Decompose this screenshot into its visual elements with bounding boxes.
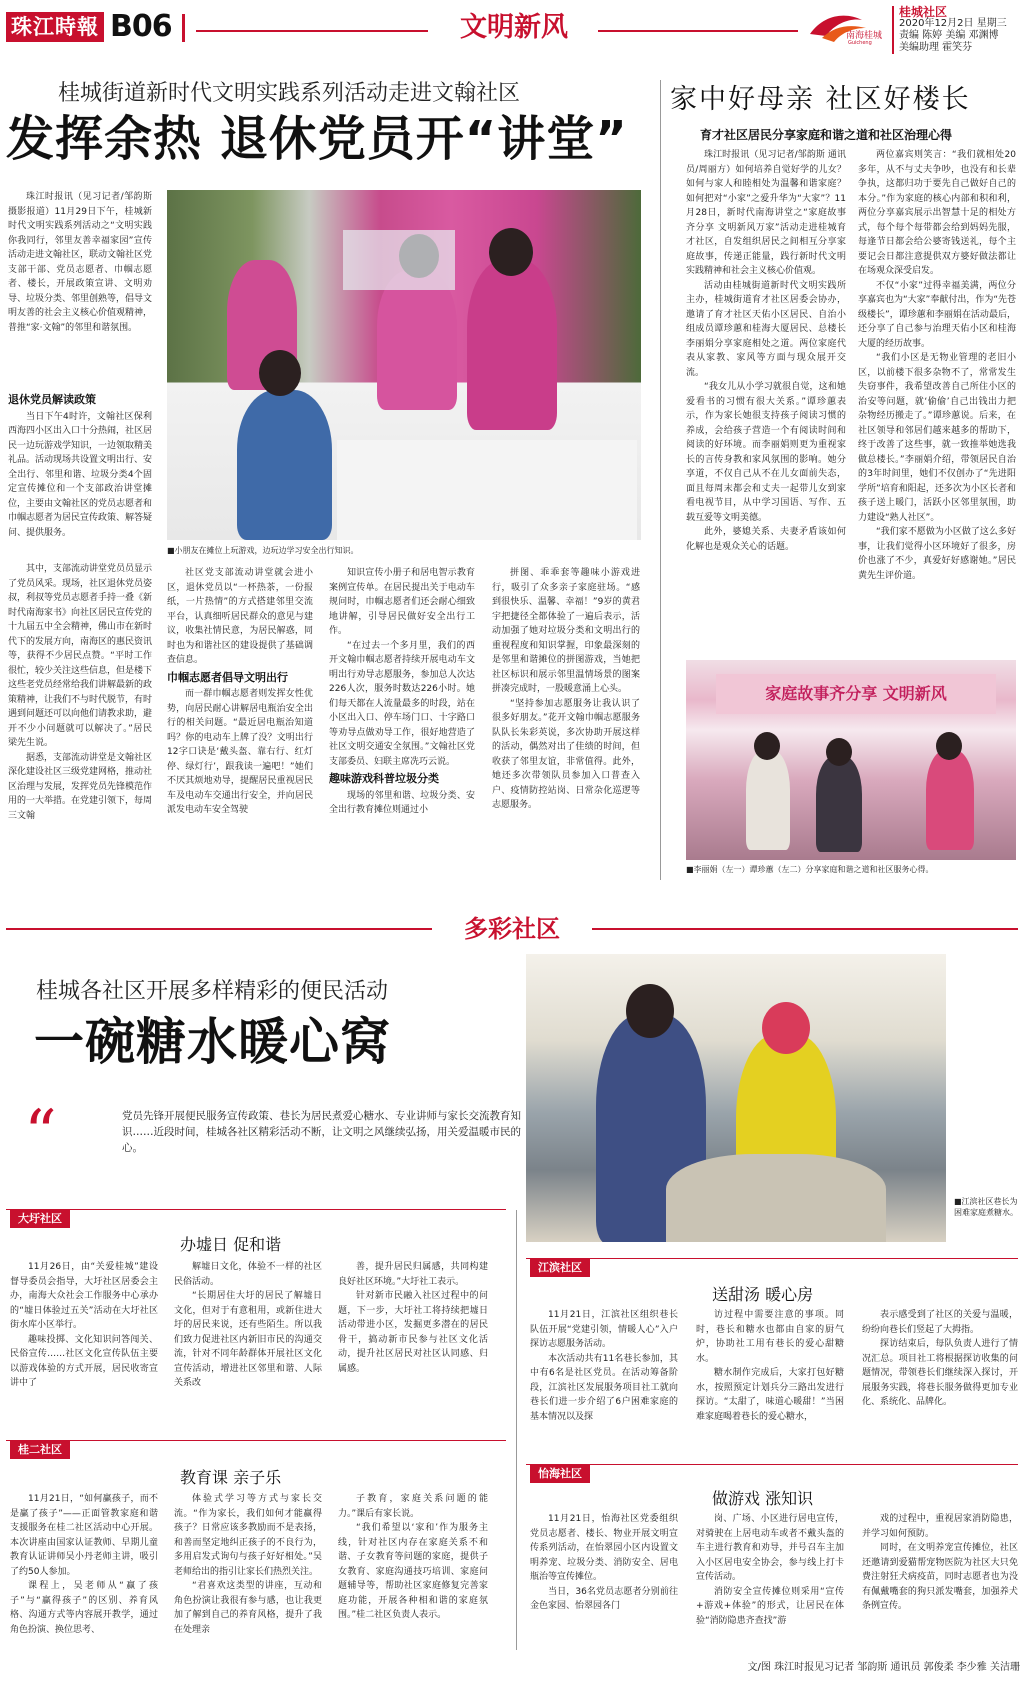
photo-banner [343,230,455,290]
assistant-credit: 美编助理 霍笑芬 [899,42,973,53]
column-divider [516,1210,517,1650]
guier-rule [6,1440,506,1441]
issue-date: 2020年12月2日 星期三 [899,18,1007,29]
story2-col2 [858,148,1016,648]
jiangbin-title: 送甜汤 暖心房 [712,1285,814,1304]
guier-col2 [174,1492,322,1652]
story2-col1c: “我女儿从小学习就很自觉，这和她爱看书的习惯有很大关系。”谭珍蕙表示，作为家长她很支持孩子阅读习惯的养成，会给孩子营造一个有阅读时间和阅读的好环境。而李丽娟则更为重视家长的言传身教和家风氛围的影响。她分享道，不仅自己从不在儿女面前失态，面且每周末都会和丈夫一起带儿女到家看电视节目，从中学习国语、写作、五载互爱等文明美德。 [686,382,846,523]
dafu-col2 [174,1260,322,1410]
photo-head [626,984,674,1038]
yihai-tag: 怡海社区 [530,1465,590,1483]
dafu-col1b: 趣味投掷、文化知识问答闯关、民俗宣传……社区文化宣传队伍主要以游戏体验的方式开展，居民收寄宣讲中了 [10,1334,158,1388]
story2-col1b: 活动由桂城街道新时代文明实践所主办，桂城街道育才社区居委会协办，邀请了育才社区天佑小区居民、自治小组成员谭珍蕙和桂海大厦居民、总楼长李丽娟分享家庭相处之道。两位家庭代表从家教、家风等方面与现众展开交流。 [686,280,846,378]
yihai-col3b: 同时，在文明养宠宣传摊位，社区还邀请到爱猫帮宠物医院为社区大只免费注射狂犬病疫苗，同时志愿者也为没有佩戴嘴套的狗只派发嘴套，加强养犬条例宣传。 [862,1543,1018,1611]
story1-subhead-1: 退休党员解读政策 [8,393,96,406]
story1-col4 [492,566,640,880]
banner-rule-left [6,928,432,930]
guier-col1a: 11月21日，“如何赢孩子，而不是赢了孩子”——正面管教家庭和谐支援服务在桂二社区活动中心开展。本次讲座由国家认证教师、早期儿童教育认证讲师吴小丹老师主讲，吸引了约50人参加。 [10,1494,158,1577]
story3-lead: 党员先锋开展便民服务宣传政策、巷长为居民煮爱心糖水、专业讲师与家长交流教育知识……近段时间，桂城各社区精彩活动不断，让文明之风继续弘扬，用关爱温暖市民的心。 [122,1110,521,1154]
jiangbin-tag: 江滨社区 [530,1259,590,1277]
yihai-title: 做游戏 涨知识 [712,1489,814,1508]
yihai-col3a: 戏的过程中，重视居家消防隐患，并学习如何预防。 [862,1514,1018,1539]
banner-rule-right [592,928,1018,930]
story2-col1d: 此外，婆媳关系、夫妻矛盾该如何化解也是观众关心的话题。 [686,527,846,552]
photo-figure [237,390,332,540]
jiangbin-rule [526,1258,1018,1259]
page-number-divider [182,14,185,42]
story1-subhead-2: 巾帼志愿者倡导文明出行 [167,670,288,684]
photo-figure [746,750,790,850]
yihai-col2a: 岗、广场、小区进行居电宣传，对骑驶在上居电动车或者不戴头盔的车主进行教育和劝导，并号召车主加入小区居电安全协会，参与线上打卡宣传活动。 [696,1514,844,1582]
yihai-col2 [696,1512,844,1652]
section-banner-title: 多彩社区 [464,915,560,943]
jiangbin-col3 [862,1308,1018,1440]
dafu-col3b: 针对新市民融入社区过程中的问题，下一步，大圩社工将持续把墟日活动带进小区，发掘更多潜在的居民骨干，搞动新市民参与社区文化活动，提升社区居民对社区认同感、归属感。 [338,1291,488,1374]
guier-col3b: “我们希望以‘家和’作为服务主线，针对社区内存在家庭关系不和谐、子女教育等问题的家庭，提供子女教育、家庭沟通技巧培训、家庭问题辅导等，帮助社区家庭修复完善家庭功能，开展各种相和谐的家庭氛围。”桂二社区负责人表示。 [338,1523,488,1620]
story1-col1c: 其中，支部流动讲堂党员员显示了党员风采。现场，社区退休党员姿叔，利叔等党员志愿者手持一叠《新时代南海家书》向社区居民宣传党的十九届五中全会精神，佛山市在新时代下的发展方向，南海区的惠民资讯等，获得不少居民点赞。“平时工作很忙，较少关注这些信息，但是楼下这些老党员经常给我们讲解最新的政策精神，让我们不与时代脱节，有时遇到问题还可以向他们请教求助，避开不少小问题就可以解决了。”居民梁先生说。 [8,564,152,748]
guier-col2b: “君喜欢这类型的讲座，互动和角色扮演让我很有参与感，也让我更加了解到自己的养育风格，提升了我在处理亲 [174,1581,322,1635]
jiangbin-col3b: 探访结束后，每队负责人进行了情况汇总。项目社工将根据探访收集的问题情况，带领巷长们继续深入探讨，开展服务实践，将巷长服务做得更加专业化、系统化、品牌化。 [862,1339,1018,1407]
photo-head [762,1002,810,1054]
issue-info [892,6,1022,54]
story1-col3b: “在过去一个多月里，我们的西开文翰巾帼志愿者持续开展电动车文明出行劝导志愿服务，参加总人次达226人次，服务时数达226小时。她们每天都在人流量最多的时段，站在小区出入口、停车场门口、十字路口等劝导点做劝导工作，很好地营造了社区文明交通安全氛围。”文翰社区党支部委员、妇联主席冼巧云说。 [329,640,475,767]
photo-banner-text: 家庭故事齐分享 文明新风 [716,674,996,714]
dafu-rule [6,1209,506,1210]
quote-mark-icon: “ [24,1097,57,1171]
dafu-tag: 大圩社区 [10,1210,70,1228]
story1-col1-section [8,390,152,562]
story2-photo-caption: ■李丽娟（左一）谭珍蕙（左二）分享家庭和谐之道和社区服务心得。 [686,865,934,874]
editor-credit: 责编 陈婷 美编 邓渊博 [899,30,999,41]
dafu-title: 办墟日 促和谐 [180,1235,282,1254]
guier-col2a: 体验式学习等方式与家长交流。“作为家长，我们如何才能赢得孩子？日常应该多教励而不是表扬，和善而坚定地纠正孩子的不良行为，多用启发式询句与孩子好好相处。”吴老师给出的指引让家长们热烈关注。 [174,1494,322,1577]
photo-figure [816,756,862,852]
brand-name: 南海桂城 [846,31,883,41]
story1-col2a: 社区党支部流动讲堂就会进小区，退休党员以“一杯热茶，一份报纸，一片热情”的方式搭建邻里交流平台，认真细听居民群众的意见与建议，收集社情民意，为居民解惑，同时也为和谐社区的建设提供了基础调查信息。 [167,568,313,665]
story1-col2b: 而一群巾帼志愿者则发挥女性优势，向居民耐心讲解居电瓶治安全出行的相关问题。“最近居电瓶治知道吗？你的电动车上牌了没？文明出行12字口诀是‘戴头盔、靠右行、红灯停、绿灯行’，跟我读一遍吧！”她们不厌其烦地劝导，提醒居民重视居民车及电动车交通出行安全，并向居民派发电动车安全驾驶 [167,689,313,815]
jiangbin-col3a: 表示感受到了社区的关爱与温暖，纷纷向巷长们竖起了大拇指。 [862,1310,1018,1335]
jiangbin-col1a: 11月21日，江滨社区组织巷长队伍开展“党建引领，情暖人心”入户探访志愿服务活动。 [530,1310,678,1349]
photo-figure [377,270,457,410]
story1-lead [8,190,152,395]
guier-col1b: 课程上，吴老师从“赢了孩子”与“赢得孩子”的区别、养育风格、沟通方式等内容展开教学，通过角色扮演、换位思考、 [10,1581,158,1635]
dafu-col1a: 11月26日，由“关爱桂城”建设督导委员会指导，大圩社区居委会主办，南海大众社会工作服务中心承办的“墟日体验过五关”活动在大圩社区街水库小区举行。 [10,1262,158,1330]
dafu-col1 [10,1260,158,1410]
story1-col2 [167,566,313,880]
guier-col1 [10,1492,158,1652]
story1-col3a: 知识宣传小册子和居电智示教育案例宣传单。在居民提出关于电动车规问时，巾帼志愿者们还会耐心细致地讲解，引导居民做好安全出行工作。 [329,568,475,636]
yihai-col1a: 11月21日，怡海社区党委组织党员志愿者、楼长、物业开展文明宣传系列活动，在怡翠园小区内设置文明养宠、垃圾分类、消防安全、居电瓶治等宣传摊位。 [530,1514,678,1582]
story1-col1d: 据悉，支部流动讲堂是文翰社区深化建设社区三级党建网格，推动社区治理与发展，发挥党员先锋模范作用的一大举措。在党建引领下，每周三文翰 [8,752,152,821]
guier-col3a: 子教育，家庭关系问题的能力。”课后有家长说。 [338,1494,488,1519]
story1-col4b: “坚持参加志愿服务让我认识了很多好朋友。”花开文翰巾帼志愿服务队队长朱彩英说，多次协助开展这样的活动，偶然对出了佳绩的时间，但收获了邻里友谊，非常值得。此外，她还多次带领队员参加入口普查入户、疫情防控站岗、日常杂化巡逻等志愿服务。 [492,698,640,810]
guier-tag: 桂二社区 [10,1441,70,1459]
story1-headline: 发挥余热 退休党员开“讲堂” [6,111,628,167]
guier-title: 教育课 亲子乐 [180,1468,282,1487]
byline-footer: 文/图 珠江时报见习记者 邹韵斯 通讯员 郭俊柔 李少雅 关洁珊 [747,1662,1020,1673]
yihai-col3 [862,1512,1018,1652]
story3-kicker: 桂城各社区开展多样精彩的便民活动 [36,979,389,1004]
story1-photo [167,190,641,540]
header-rule-right [598,30,798,32]
header-rule-left [196,30,428,32]
section-title: 文明新风 [460,12,568,43]
story1-col3 [329,566,475,880]
story2-col1a: 珠江时报讯（见习记者/邹韵斯 通讯员/周丽方）如何培养自觉好学的儿女？如何与家人和睦相处为温馨和谐家庭？如何把对“小家”之爱升华为“大家”？11月28日，新时代南海讲堂之“家庭故事齐分享 文明新风万家”活动走进桂城育才社区，自发组织居民之间相互分享家庭故事，传递正能量，践行新时代文明实践精神和社会主义核心价值观。 [686,150,846,276]
photo-head [489,228,533,276]
photo-head [936,732,962,760]
column-name: 桂城社区 [899,5,948,19]
yihai-rule [526,1464,1018,1465]
dafu-col3a: 善，提升居民归属感，共同构建良好社区环境。”大圩社工表示。 [338,1262,488,1287]
yihai-col1 [530,1512,678,1652]
story1-col4a: 拼图、乖乖套等趣味小游戏进行，吸引了众多亲子家庭驻场。“感到很快乐、温馨、幸福！”9岁的黄君宇把捷径全都体验了一遍后表示，活动加强了她对垃圾分类和文明出行的重视程度和知识掌握，印象最深刻的是邻里和谐摊位的拼图游戏，当她把社区标识和展示邻里温情场景的图案拼凑完成时，一股暖意涌上心头。 [492,568,640,694]
photo-head [259,350,301,396]
story2-col1 [686,148,846,648]
story1-col1-cont [8,562,152,880]
dafu-col3 [338,1260,488,1410]
story1-lead-text: 珠江时报讯（见习记者/邹韵斯 摄影报道）11月29日下午，桂城新时代文明实践系列活动之“文明实践你我同行，邻里友善幸福家园”宣传活动走进文翰社区，联动文翰社区党支部干部、党员志愿者、巾帼志愿者、楼长，开展政策宣讲、文明劝导、垃圾分类、邻里创熟等，倡导文明友善的社会主义核心价值观精神，普推“家·文翰”的邻里和谐氛围。 [8,192,152,333]
photo-bowls [666,1154,886,1242]
yihai-col2b: 消防安全宣传摊位则采用“宣传+游戏+体验”的形式，让居民在体验“消防隐患齐查找”游 [696,1586,844,1626]
story2-headline: 家中好母亲 社区好楼长 [670,84,971,115]
story1-col1b: 当日下午4时许，文翰社区保利西海四小区出入口十分热闹，社区居民一边玩游戏学知识，一边领取精美礼品。活动现场共设置文明出行、安全出行、邻里和谐、垃圾分类4个固定宣传摊位和一个支部政治讲堂摊位，主要由文翰社区的党员志愿者和巾帼志愿者为居民宣传政策、解答疑问、提供服务。 [8,411,152,538]
story3-photo [526,954,946,1242]
photo-head [826,738,852,766]
story2-col2d: “我们家不愿做为小区做了这么多好事，让我们觉得小区环境好了很多，房价也涨了不少，真爱好好感谢她。”居民黄先生评价道。 [858,527,1016,581]
jiangbin-col1 [530,1308,678,1440]
jiangbin-col2 [696,1308,844,1440]
newspaper-logo: 珠江時報 [6,12,104,42]
jiangbin-col2b: 糖水制作完成后，大家打包好糖水，按照预定计划兵分三路出发进行探访。“太甜了，味道心暖甜！”当困难家庭喝着巷长的爱心糖水， [696,1368,844,1422]
dafu-col2b: “长期居住大圩的居民了解墟日文化，但对于有意租用，或新住进大圩的居民来说，还有些陌生。所以我们致力促进社区内新旧市民的沟通交流，针对不同年龄群体开展社区文化宣传活动，增进社区邻里和谐、人际关系改 [174,1291,322,1388]
story1-col3c: 现场的邻里和谐、垃圾分类、安全出行教育摊位则通过小 [329,790,475,815]
section-banner [6,913,1018,945]
page-number: B06 [110,9,172,44]
brand-sub: Guicheng [848,40,872,46]
story2-photo [686,660,1016,860]
yihai-col1b: 当日，36名党员志愿者分别前往金色家园、怡翠园各门 [530,1586,678,1611]
story1-photo-caption: ■小朋友在摊位上玩游戏，边玩边学习安全出行知识。 [167,546,359,555]
column-divider [660,80,661,880]
masthead [6,5,1018,53]
story2-col2b: 不仅“小家”过得幸福美满，两位分享嘉宾也为“大家”奉献付出，作为“先苍级楼长”，谭珍蕙和李丽娟在活动最后，还分享了自己参与治理天佑小区和桂海大厦的经历故事。 [858,280,1016,349]
story2-subtitle: 育才社区居民分享家庭和谐之道和社区治理心得 [700,128,953,142]
guier-col3 [338,1492,488,1652]
story1-subhead-3: 趣味游戏科普垃圾分类 [329,772,439,785]
story3-photo-caption: ■江滨社区巷长为困难家庭煮糖水。 [954,1197,1018,1217]
jiangbin-col2a: 访过程中需要注意的事项。同时，巷长和糖水也都由自家的厨气炉，协助社工用有巷长的爱心甜糖水。 [696,1310,844,1364]
story1-kicker: 桂城街道新时代文明实践系列活动走进文翰社区 [58,81,521,106]
photo-figure [467,260,557,430]
photo-head [754,732,780,760]
photo-table [337,440,637,540]
dafu-col2a: 解墟日文化，体验不一样的社区民俗活动。 [174,1262,322,1287]
story3-headline: 一碗糖水暖心窝 [34,1013,391,1071]
story2-col2c: “我们小区是无物业管理的老旧小区，以前楼下很多杂物不了，常常发生失窃事件，我希望改善自己所住小区的治安等问题，就‘偷偷’自己出钱出力把杂物经历搬走了。”谭珍蕙说。后来，在社区领导和邻居们越来越多的帮助下，终于改善了这些事，就一致推举她选我做总楼长。”李丽娟介绍，带领居民自治的3年时间里，她们不仅创办了“先进阳学所”培育和阳起，还多次为小区长者和孩子送上暖门，活跃小区邻里氛围，助力建设“熟人社区”。 [858,353,1016,523]
story2-col2a: 两位嘉宾则笑言：“我们就相处20多年，从不与丈夫争吵，也没有和长辈争执，这都归功于要先自己做好自己的本分。”作为家庭的核心内部和积和利，两位分享嘉宾展示出智慧十足的相处方式，每个每个每带都会给到妈妈先服，每逢节日都会给公婆寄钱送礼，每个主要记会日都注意提供双方婆好做法都让在场观众深受启发。 [858,150,1016,276]
photo-figure [926,750,974,850]
jiangbin-col1b: 本次活动共有11名巷长参加，其中有6名是社区党员。在活动筹备阶段，江滨社区发展服务项目社工就向巷长们进一步介绍了6户困难家庭的基本情况以及探 [530,1353,678,1422]
